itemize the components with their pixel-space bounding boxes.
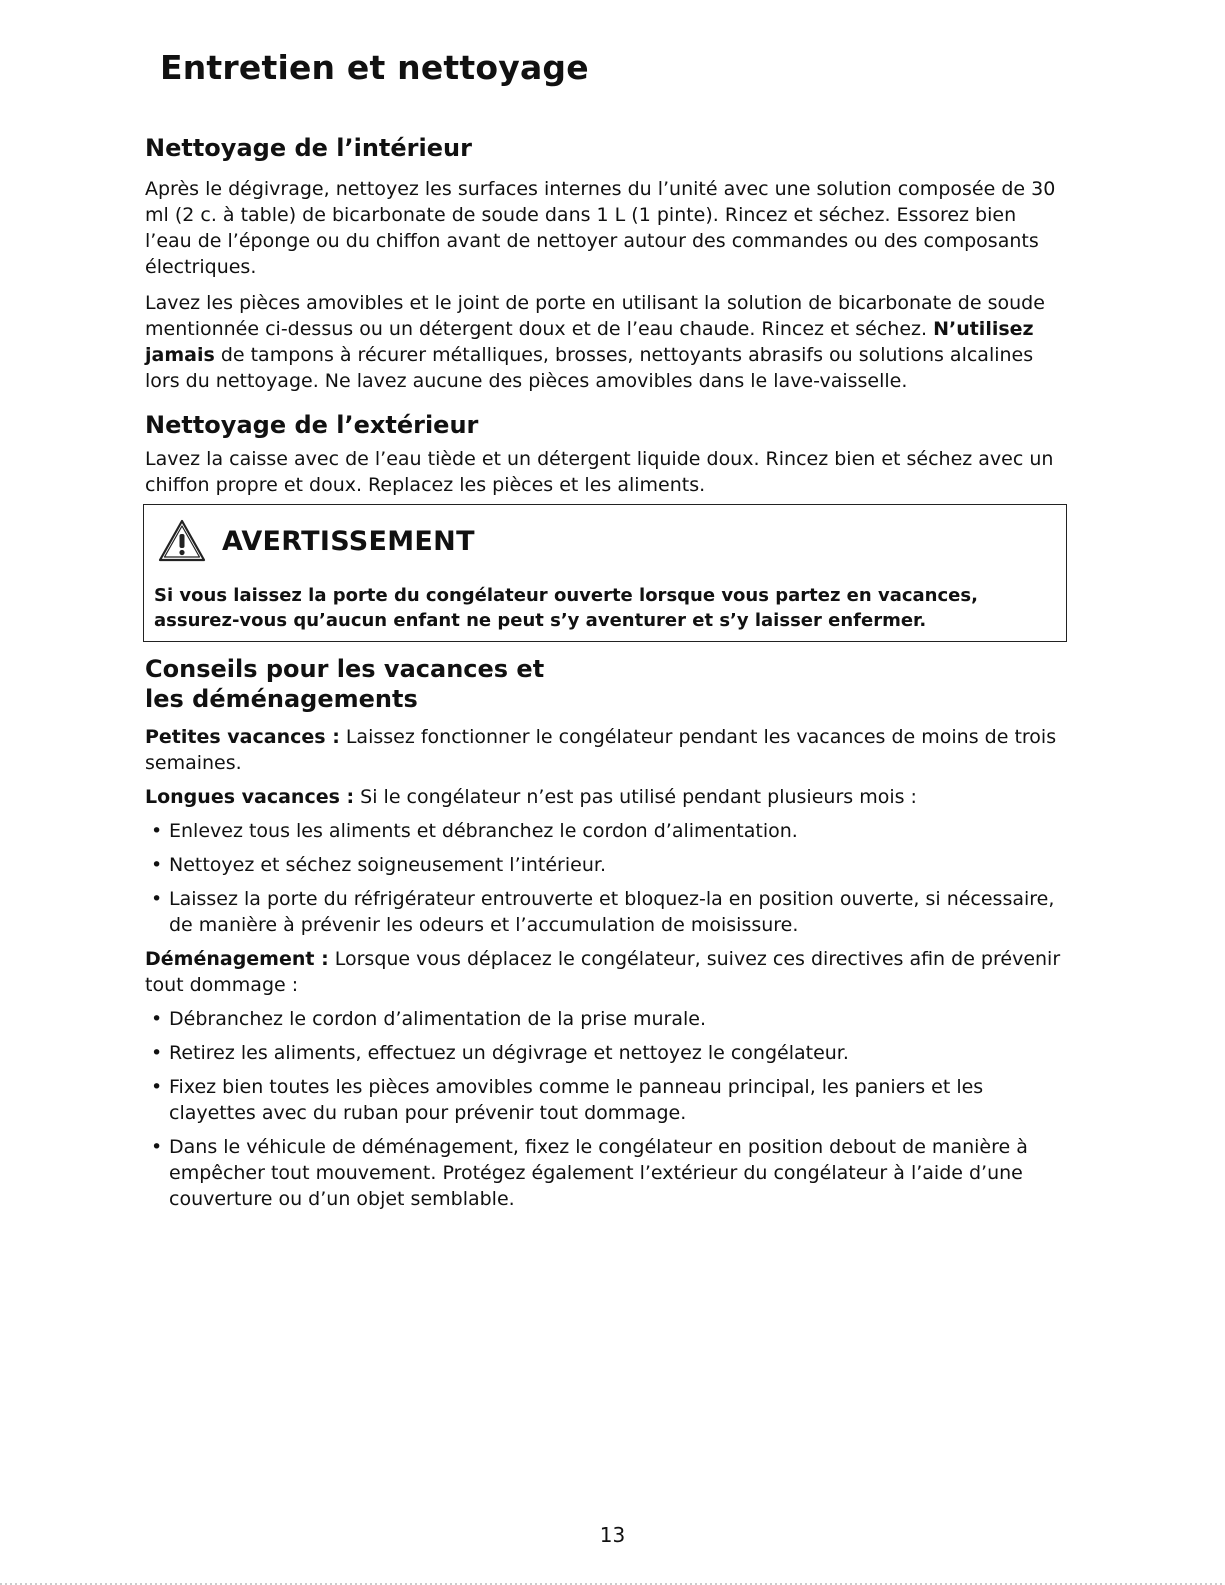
interior-paragraph-2: [145, 290, 1065, 394]
section-exterior-cleaning: [145, 410, 1065, 498]
page-content: [145, 133, 1065, 1220]
interior-paragraph-2-end: de tampons à récurer métalliques, brosses, nettoyants abrasifs ou solutions alcalines lors du nettoyage. Ne lavez aucune des pièces amovibles dans le lave-vaisselle.: [145, 344, 1034, 392]
warning-title: AVERTISSEMENT: [222, 525, 475, 557]
section-vacation-moving: [145, 654, 1065, 1212]
moving-label: Déménagement :: [145, 948, 329, 970]
list-item: [145, 818, 1065, 844]
warning-box: [143, 504, 1067, 642]
warning-text: Si vous laissez la porte du congélateur ouverte lorsque vous partez en vacances, assurez-vous qu’aucun enfant ne peut s’y aventurer et s’y laisser enfermer.: [154, 585, 978, 631]
short-vacation-paragraph: [145, 724, 1065, 776]
list-item: [145, 1074, 1065, 1126]
page-number: 13: [599, 1523, 626, 1547]
list-item-text: Nettoyez et séchez soigneusement l’intérieur.: [169, 854, 606, 876]
list-item: [145, 852, 1065, 878]
heading-vacation-line-1: Conseils pour les vacances et: [145, 655, 545, 683]
bullet-icon: •: [151, 1076, 163, 1098]
interior-paragraph-2-emphasis: N’utilisez jamais: [145, 318, 1034, 366]
bullet-icon: •: [151, 1042, 163, 1064]
bullet-icon: •: [151, 820, 163, 842]
bullet-icon: •: [151, 1136, 163, 1158]
list-item-text: Débranchez le cordon d’alimentation de la prise murale.: [169, 1008, 707, 1030]
list-item: [145, 1006, 1065, 1032]
short-vacation-text: Laissez fonctionner le congélateur pendant les vacances de moins de trois semaines.: [145, 726, 1057, 774]
list-item: [145, 886, 1065, 938]
bullet-icon: •: [151, 854, 163, 876]
list-item-text: Enlevez tous les aliments et débranchez le cordon d’alimentation.: [169, 820, 798, 842]
long-vacation-text: Si le congélateur n’est pas utilisé pendant plusieurs mois :: [354, 786, 917, 808]
exterior-paragraph: Lavez la caisse avec de l’eau tiède et un détergent liquide doux. Rincez bien et séchez avec un chiffon propre et doux. Replacez les pièces et les aliments.: [145, 448, 1054, 496]
interior-paragraph-2-start: Lavez les pièces amovibles et le joint de porte en utilisant la solution de bicarbonate de soude mentionnée ci-dessus ou un détergent doux et de l’eau chaude. Rincez et séchez.: [145, 292, 1045, 340]
page-title: Entretien et nettoyage: [160, 48, 589, 87]
long-vacation-paragraph: [145, 784, 1065, 810]
list-item: [145, 1134, 1065, 1212]
scan-edge-line: [0, 1579, 1225, 1585]
warning-header: [158, 519, 1056, 563]
bullet-icon: •: [151, 888, 163, 910]
moving-list: [145, 1006, 1065, 1212]
heading-interior-cleaning: Nettoyage de l’intérieur: [145, 134, 472, 162]
long-vacation-list: [145, 818, 1065, 938]
section-interior-cleaning: [145, 133, 1065, 394]
moving-text: Lorsque vous déplacez le congélateur, suivez ces directives afin de prévenir tout dommage :: [145, 948, 1061, 996]
heading-vacation-moving: [145, 654, 1065, 714]
list-item-text: Retirez les aliments, effectuez un dégivrage et nettoyez le congélateur.: [169, 1042, 849, 1064]
list-item: [145, 1040, 1065, 1066]
heading-vacation-line-2: les déménagements: [145, 685, 418, 713]
list-item-text: Laissez la porte du réfrigérateur entrouverte et bloquez-la en position ouverte, si nécessaire, de manière à prévenir les odeurs et l’accumulation de moisissure.: [169, 888, 1055, 936]
interior-paragraph-1: Après le dégivrage, nettoyez les surfaces internes du l’unité avec une solution composée de 30 ml (2 c. à table) de bicarbonate de soude dans 1 L (1 pinte). Rincez et séchez. Essorez bien l’eau de l’éponge ou du chiffon avant de nettoyer autour des commandes ou des composants électriques.: [145, 178, 1056, 278]
list-item-text: Fixez bien toutes les pièces amovibles comme le panneau principal, les paniers et les clayettes avec du ruban pour prévenir tout dommage.: [169, 1076, 984, 1124]
heading-exterior-cleaning: Nettoyage de l’extérieur: [145, 411, 479, 439]
moving-paragraph: [145, 946, 1065, 998]
long-vacation-label: Longues vacances :: [145, 786, 355, 808]
bullet-icon: •: [151, 1008, 163, 1030]
list-item-text: Dans le véhicule de déménagement, fixez le congélateur en position debout de manière à empêcher tout mouvement. Protégez également l’extérieur du congélateur à l’aide d’une couverture ou d’un objet semblable.: [169, 1136, 1028, 1210]
short-vacation-label: Petites vacances :: [145, 726, 340, 748]
warning-triangle-icon: [158, 519, 206, 563]
